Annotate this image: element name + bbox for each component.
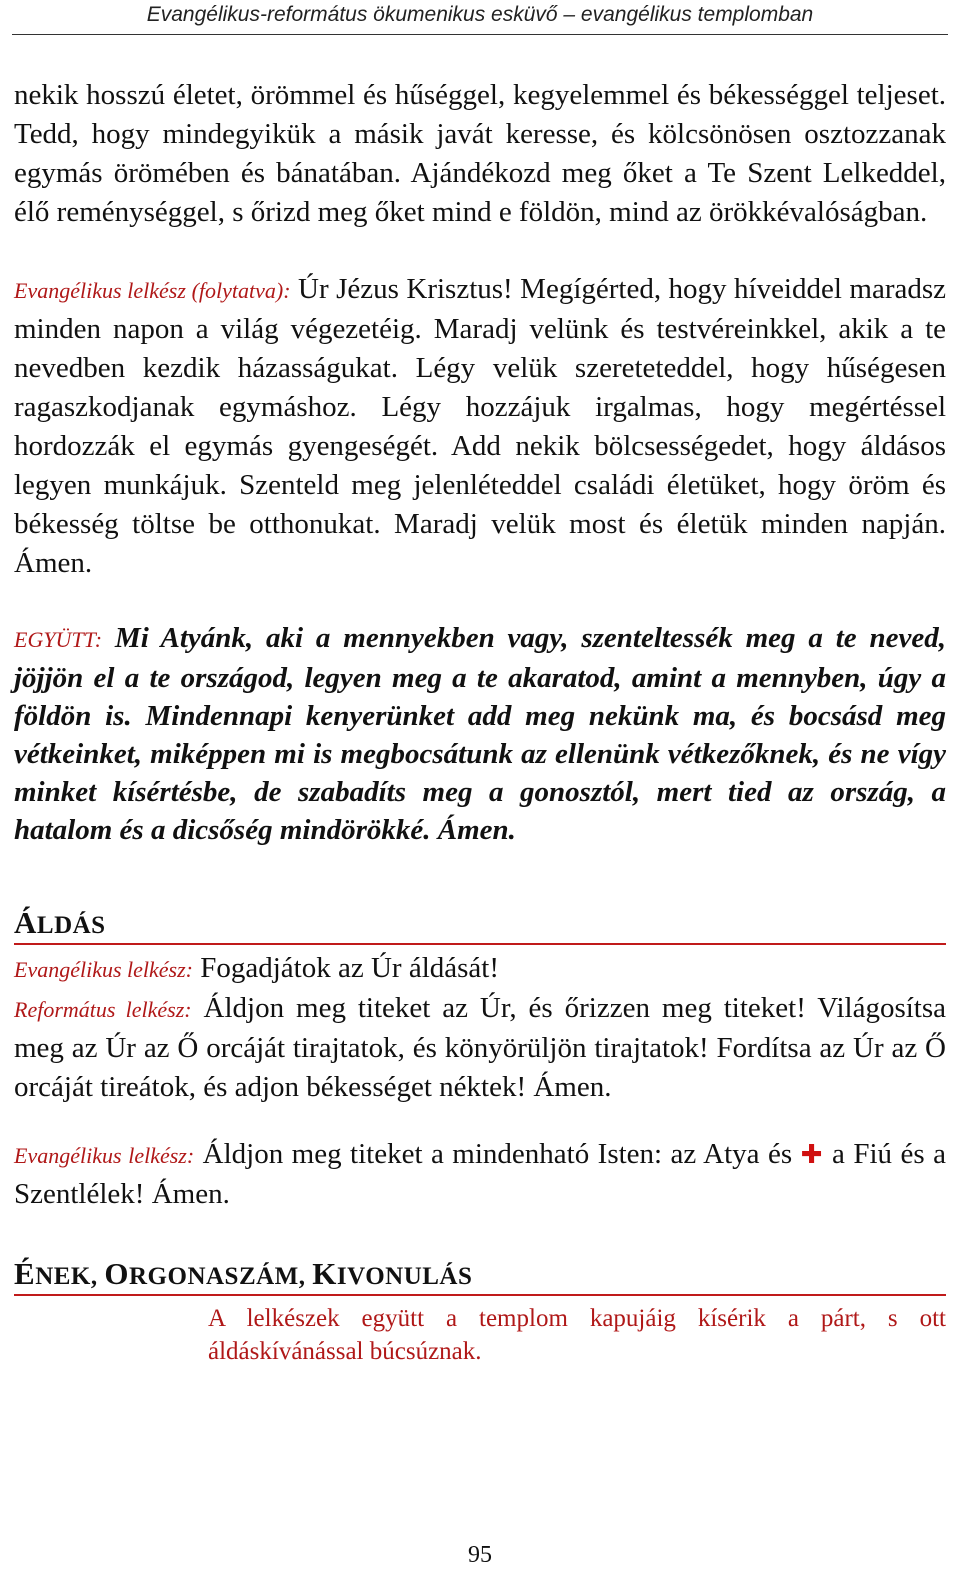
rubric-note: A lelkészek együtt a templom kapujáig kísérik a párt, s ott áldáskívánással búcsúznak. — [208, 1305, 946, 1365]
heading-rest: RGONASZÁM, — [129, 1263, 313, 1290]
section-heading-recessional — [14, 1256, 946, 1296]
heading-rest: NEK, — [35, 1263, 105, 1290]
prayer-continuation-paragraph: nekik hosszú életet, örömmel és hűséggel, kegyelemmel és békességgel teljeset. Tedd, hogy mindegyikük a másik javát keresse, és kölcsönösen osztozzanak egymás örömében és bánatában. Ajándékozd meg őket a Te Szent Lelkeddel, élő reménységgel, s őrizd meg őket mind e földön, mind az örökkévalóságban. — [14, 79, 946, 228]
speaker-label: Evangélikus lelkész: — [14, 957, 193, 982]
page-number: 95 — [468, 1542, 492, 1568]
heading-initial: K — [312, 1256, 337, 1291]
speaker-label: EGYÜTT: — [14, 627, 103, 652]
reformed-pastor-blessing — [14, 989, 946, 1107]
heading-rest: LDÁS — [36, 912, 106, 939]
blessing-text: Áldjon meg titeket az Úr, és őrizzen meg titeket! Világosítsa meg az Úr az Ő orcáját tirajtatok, és könyörüljön tirajtatok! Fordítsa az Úr az Ő orcáját tireátok, és adjon békességet néktek! Ámen. — [14, 992, 947, 1103]
lords-prayer-text: Mi Atyánk, aki a mennyekben vagy, szenteltessék meg a te neved, jöjjön el a te országod, legyen meg a te akaratod, amint a mennyben, úgy a földön is. Mindennapi kenyerünket add meg nekünk ma, és bocsásd meg vétkeinket, miképpen mi is megbocsátunk az ellenünk vétkezőknek, és ne vígy minket kísértésbe, de szabadíts meg a gonosztól, mert tied az ország, a hatalom és a dicsőség mindörökké. Ámen. — [14, 622, 946, 846]
heading-initial: Á — [14, 905, 37, 940]
section-heading-blessing — [14, 905, 946, 945]
blessing-text-end: a Fiú és a Szentlélek! Ámen. — [14, 1138, 946, 1210]
lutheran-pastor-blessing — [14, 1135, 946, 1214]
lutheran-pastor-prayer — [14, 270, 946, 583]
speaker-label: Evangélikus lelkész (folytatva): — [14, 278, 291, 303]
lutheran-pastor-line — [14, 949, 946, 989]
speaker-label: Evangélikus lelkész: — [14, 1143, 195, 1168]
heading-rest: IVONULÁS — [336, 1263, 473, 1290]
cross-icon: ✚ — [800, 1140, 824, 1170]
blessing-text: Áldjon meg titeket a mindenható Isten: az Atya és — [202, 1138, 793, 1170]
line-text: Fogadjátok az Úr áldását! — [200, 952, 500, 984]
page-body — [14, 76, 946, 1368]
speaker-label: Református lelkész: — [14, 997, 192, 1022]
heading-initial: É — [14, 1256, 36, 1291]
lords-prayer — [14, 619, 946, 849]
running-header: Evangélikus-református ökumenikus esküvő – evangélikus templomban — [12, 0, 948, 35]
heading-initial: O — [104, 1256, 129, 1291]
prayer-text: Úr Jézus Krisztus! Megígérted, hogy híveiddel maradsz minden napon a világ végezetéig. Maradj velünk és testvéreinkkel, akik a te nevedben kezdik házasságukat. Légy velük szereteteddel, hogy hűségesen ragaszkodjanak egymáshoz. Légy hozzájuk irgalmas, hogy megértéssel hordozzák el egymás gyengeségét. Add nekik bölcsességedet, hogy áldásos legyen munkájuk. Szenteld meg jelenléteddel családi életüket, hogy öröm és békesség töltse be otthonukat. Maradj velük most és életük minden napján. Ámen. — [14, 273, 947, 579]
